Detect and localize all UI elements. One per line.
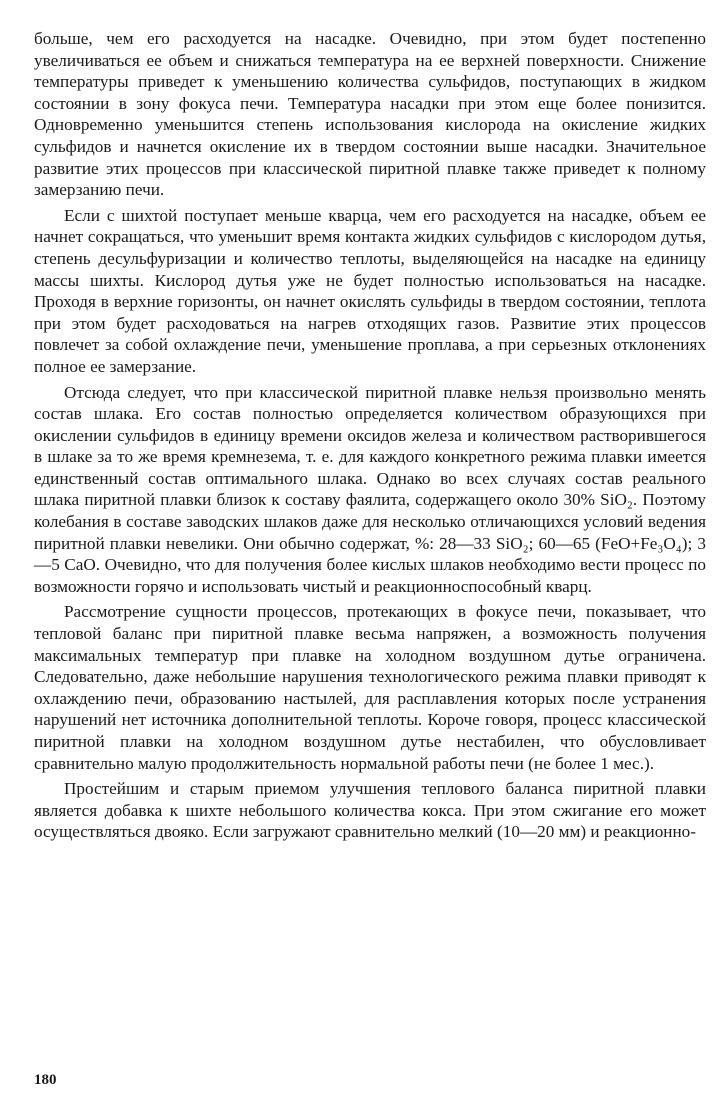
paragraph-3: Отсюда следует, что при классической пиритной плавке нельзя произвольно менять состав шлака. Его состав полностью определяется количеством образующихся при окислении сульфидов в единицу времени оксидов железа и количеством растворившегося в шлаке за то же время кремнезема, т. е. для каждого конкретного режима плавки имеется единственный состав оптимального шлака. Однако во всех случаях состав реального шлака пиритной плавки близок к составу фаялита, содержащего около 30% SiO₂. Поэтому колебания в составе заводских шлаков даже для несколько отличающихся условий ведения пиритной плавки невелики. Они обычно содержат, %: 28—33 SiO₂; 60—65 (FeO+Fe₃O₄); 3—5 CaO. Очевидно, что для получения более кислых шлаков необходимо вести процесс по возможности горячо и использовать чистый и реакционноспособный кварц.: [34, 382, 706, 596]
paragraph-5: Простейшим и старым приемом улучшения теплового баланса пиритной плавки является добавка к шихте небольшого количества кокса. При этом сжигание его может осуществляться двояко. Если загружают сравнительно мелкий (10—20 мм) и реакционно-: [34, 779, 706, 842]
paragraph-1: больше, чем его расходуется на насадке. Очевидно, при этом будет постепенно увеличиваться ее объем и снижаться температура на ее верхней поверхности. Снижение температуры приведет к уменьшению количества сульфидов, поступающих в жидком состоянии в зону фокуса печи. Температура насадки при этом еще более понизится. Одновременно уменьшится степень использования кислорода на окисление жидких сульфидов и начнется окисление их в твердом состоянии выше насадки. Значительное развитие этих процессов при классической пиритной плавке также приведет к полному замерзанию печи.: [34, 29, 706, 200]
page-body: [34, 28, 706, 847]
paragraph-2: Если с шихтой поступает меньше кварца, чем его расходуется на насадке, объем ее начнет сокращаться, что уменьшит время контакта жидких сульфидов с кислородом дутья, степень десульфуризации и количество теплоты, выделяющейся на насадке на единицу массы шихты. Кислород дутья уже не будет полностью использоваться на насадке. Проходя в верхние горизонты, он начнет окислять сульфиды в твердом состоянии, теплота при этом будет расходоваться на нагрев отходящих газов. Развитие этих процессов повлечет за собой охлаждение печи, уменьшение проплава, а при серьезных отклонениях полное ее замерзание.: [34, 205, 706, 376]
page-number: 180: [34, 1072, 57, 1088]
paragraph-4: Рассмотрение сущности процессов, протекающих в фокусе печи, показывает, что тепловой баланс при пиритной плавке весьма напряжен, а возможность получения максимальных температур при плавке на холодном воздушном дутье ограничена. Следовательно, даже небольшие нарушения технологического режима плавки приводят к охлаждению печи, образованию настылей, для расплавления которых после устранения нарушений нет источника дополнительной теплоты. Короче говоря, процесс классической пиритной плавки на холодном воздушном дутье нестабилен, что обусловливает сравнительно малую продолжительность нормальной работы печи (не более 1 мес.).: [34, 602, 706, 773]
